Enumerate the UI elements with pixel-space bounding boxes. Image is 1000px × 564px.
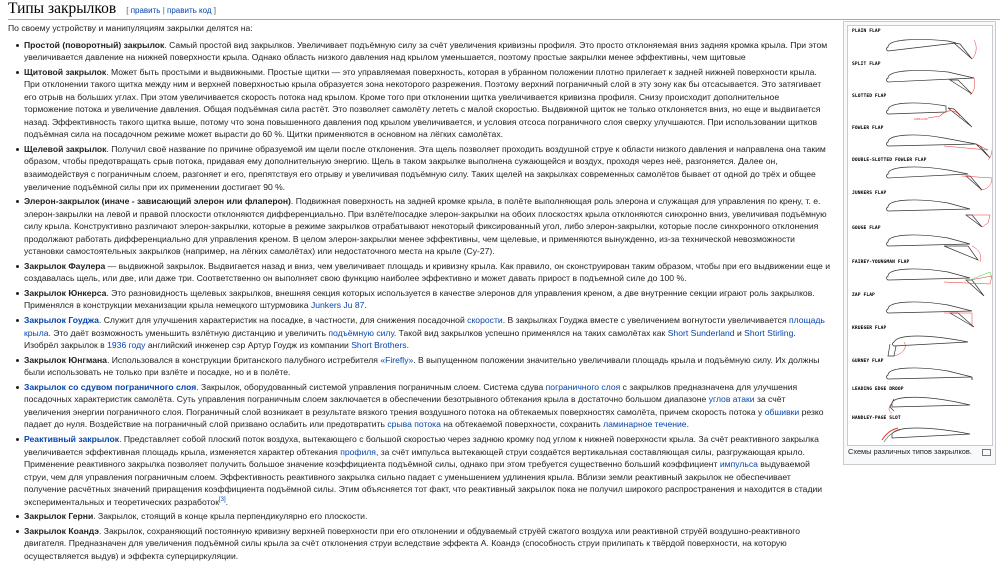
link-boundary-layer[interactable]: пограничного слоя xyxy=(545,381,621,392)
term: Закрылок Юнкерса xyxy=(24,287,107,298)
term: Простой (поворотный) закрылок xyxy=(24,39,165,50)
description: — выдвижной закрылок. Выдвигается назад и вниз, чем увеличивает площадь и кривизну крыла. Как правило, он сконструирован таким образом, чтобы при его выдвижении еще и создавалась щель, или две, или даже три. Соответственно он выполняет свою функцию наиболее эффективно и может давать прирост в подъемной силе до 100 %. xyxy=(24,260,831,284)
list-item-junkers-flap xyxy=(24,287,830,312)
text: , за счёт импульса вытекающей струи создаётся вертикальная составляющая силы, разгружающая крыло. Применение реактивного закрылка позволяет получить большое значение коэффициента подъёмной силы, однако при этом требуется существенно больший коэффициент xyxy=(24,446,805,470)
label-junkers-flap: JUNKERS FLAP xyxy=(852,191,887,196)
handley-page-slot-diagram xyxy=(848,422,992,444)
term: Щитовой закрылок xyxy=(24,66,107,77)
section-title: Типы закрылков xyxy=(8,0,117,17)
label-zap-flap: ZAP FLAP xyxy=(852,293,875,298)
link-flow-separation[interactable]: срыва потока xyxy=(387,419,441,430)
gouge-flap-diagram xyxy=(848,232,992,262)
term-link-jet-flap[interactable]: Реактивный закрылок xyxy=(24,433,120,444)
fowler-flap-diagram xyxy=(848,132,992,160)
flap-diagram-image[interactable] xyxy=(847,25,993,446)
label-gurney-flap: GURNEY FLAP xyxy=(852,359,884,364)
zap-flap-diagram xyxy=(848,299,992,329)
list-item-gouge-flap xyxy=(24,314,830,352)
intro-paragraph: По своему устройству и манипуляциям закрылки делятся на: xyxy=(8,23,253,33)
text: . Изобрёл закрылок в xyxy=(24,327,796,351)
term-link-gouge-flap[interactable]: Закрылок Гоуджа xyxy=(24,315,99,326)
text: . xyxy=(686,419,689,430)
description: . Самый простой вид закрылков. Увеличивает подъёмную силу за счёт увеличения кривизны профиля. Это просто отклоняемая вниз задняя кромка крыла. При этом увеличивается давление на нижней поверхности крыла. Однако область низкого давления над крылом уменьшается, поэтому простые закрылки менее эффективны, чем щитовые xyxy=(24,39,828,63)
description: . Закрылок, стоящий в конце крыла перпендикулярно его плоскости. xyxy=(93,511,368,522)
description: . Подвижная поверхность на задней кромке крыла, в полёте выполняющая роль элерона и служащая для управления по крену, т. е. элерон-закрылки на левой и правой плоскости отклоняются дифференциально. При взлёте/посадке элерон-закрылки на обоих плоскостях крыла отклоняются синхронно вниз, увеличивая подъёмную силу крыла. Конструктивно различают элерон-закрылки, которые в режиме закрылков отрабатывают некоторый фиксированный угол, либо элерон-закрылки, которые после синхронного отклонения продолжают работать дифференциально для управления креном. В целом элерон-закрылки менее эффективны, чем щелевые, и применяются вынужденно, из-за технической невозможности установки самостоятельных закрылков (например, на лёгких самолётах) или недостаточного места на крыле (Су-27). xyxy=(24,196,827,257)
link-speed[interactable]: скорости xyxy=(467,315,503,326)
figure-thumbnail xyxy=(843,21,996,465)
edit-section-links xyxy=(126,6,216,15)
text: и xyxy=(734,327,745,338)
separator: | xyxy=(162,6,165,15)
link-junkers-ju-87[interactable]: Junkers Ju 87 xyxy=(310,300,365,311)
term: Закрылок Фаулера xyxy=(24,260,106,271)
plain-flap-diagram xyxy=(848,35,992,61)
bracket-close: ] xyxy=(213,6,217,15)
link-lift[interactable]: подъёмную силу xyxy=(328,327,394,338)
split-flap-diagram xyxy=(848,68,992,96)
label-fowler-flap: FOWLER FLAP xyxy=(852,126,884,131)
link-short-sunderland[interactable]: Short Sunderland xyxy=(667,327,735,338)
description: . Получил своё название по причине образуемой им щели после отклонения. Эта щель позволяет проходить воздушной струе к области низкого давления и направлена она таким образом, чтобы предотвращать срыв потока, придавая ему дополнительную энергию. Щель в таком закрылке выполнена сужающейся и воздух, проходя через неё, разгоняется. Далее он, взаимодействуя с пограничным слоем, разгоняет и его, препятствуя его отрыву и увеличивая подъёмную силу. Таких щелей на закрылках современных самолётов бывает от одной до трёх и общее увеличение подъёмной силы при их применении достигает 90 %. xyxy=(24,143,826,192)
term: Щелевой закрылок xyxy=(24,143,107,154)
list-item-split-flap xyxy=(24,66,830,141)
double-slotted-fowler-flap-diagram xyxy=(848,164,992,192)
list-item-flaperon xyxy=(24,195,830,258)
text: . Такой вид закрылков успешно применялся на таких самолётах как xyxy=(393,327,668,338)
term: Элерон-закрылок (иначе - зависающий элерон или флаперон) xyxy=(24,196,291,207)
section-heading xyxy=(8,0,1000,20)
description: . Это разновидность щелевых закрылков, внешняя секция которых используется в качестве элеронов для управления креном, а две внутренние секции играют роль закрылков. Применялся в конструкции механизации крыла немецкого штурмовика xyxy=(24,287,815,311)
edit-code-link[interactable]: править код xyxy=(167,6,212,15)
link-short-brothers[interactable]: Short Brothers xyxy=(351,340,407,351)
list-item-jet-flap xyxy=(24,433,830,508)
label-krueger-flap: KRUEGER FLAP xyxy=(852,326,887,331)
text: . xyxy=(406,340,409,351)
airflow-annotation: AIRFLOW xyxy=(914,117,928,121)
gurney-flap-diagram xyxy=(848,365,992,385)
text: английский инженер сэр Артур Гоудж из компании xyxy=(145,340,352,351)
reference-3[interactable]: [3] xyxy=(218,496,226,503)
text: . Служит для улучшения характеристик на посадке, в частности, для снижения посадочной xyxy=(98,315,468,326)
figure-caption: Схемы различных типов закрылков. xyxy=(848,447,972,456)
term-link-blown-flap[interactable]: Закрылок со сдувом пограничного слоя xyxy=(24,381,197,392)
label-gouge-flap: GOUGE FLAP xyxy=(852,226,881,231)
list-item-slotted-flap xyxy=(24,143,830,193)
bracket-open: [ xyxy=(126,6,129,15)
junkers-flap-diagram xyxy=(848,197,992,227)
list-item-blown-flap xyxy=(24,381,830,431)
label-split-flap: SPLIT FLAP xyxy=(852,62,881,67)
link-impulse[interactable]: импульса xyxy=(719,459,758,470)
label-slotted-flap: SLOTTED FLAP xyxy=(852,94,887,99)
text: . Это даёт возможность уменьшить взлётную дистанцию и увеличить xyxy=(48,327,329,338)
list-item-fowler-flap xyxy=(24,260,830,285)
description: . Может быть простыми и выдвижными. Простые щитки — это управляемая поверхность, которая в убранном положении плотно прилегает к задней нижней поверхности крыла. При отклонении такого щитка между ним и верхней поверхностью крыла образуется зона некоторого разрежения. Поэтому верхний пограничный слой в эту зону как бы отсасывается. Это затягивает его отрыв на больших углах. При этом увеличивается скорость потока над крылом. Кроме того при отклонении щитка увеличивается кривизна профиля. Снизу происходит дополнительное торможение потока и увеличение давления. Общая подъёмная сила растёт. Это позволяет самолёту лететь с малой скоростью. Выдвижной щиток не только отклоняется вниз, но еще и выдвигается назад. Эффективность такого щитка выше, потому что зона повышенного давления под крылом увеличивается, и условия отсоса пограничного слоя сверху улучшаются. При использовании щитков подъёмная сила на посадочном режиме может вырасти до 60 %. Щитки применяются в основном на лёгких самолётах. xyxy=(24,66,822,140)
text: . В выпущенном положении значительно увеличивали площадь крыла и подъёмную силу. Их должны были использовать не только при взлёте и посадке, но и в полёте. xyxy=(24,354,820,378)
leading-edge-droop-diagram xyxy=(848,393,992,415)
label-double-slotted-fowler-flap: DOUBLE-SLOTTED FOWLER FLAP xyxy=(852,158,927,163)
edit-link[interactable]: править xyxy=(130,6,161,15)
text: . Представляет собой плоский поток воздуха, вытекающего с большой скоростью через заднюю кромку под углом к нижней поверхности крыла. За счёт реактивного закрылка увеличивается эффективная площадь крыла, изменяется характер обтекания xyxy=(24,433,819,457)
text: . В закрылках Гоуджа вместе с увеличением вогнутости увеличивается xyxy=(502,315,789,326)
text: с закрылков предназначена для улучшения посадочных характеристик самолёта. Суть управления пограничным слоем заключается в обеспечении безотрывного обтекания крыла в достаточно большом диапазоне xyxy=(24,381,798,405)
text: выдуваемой струи, чем для управления пограничным слоем. Эффективность реактивного закрылка сильно падает с уменьшением удлинения крыла. Вблизи земли реактивный закрылок не обеспечивает получение расчётных значений приращения коэффициента подъёмной силы. Этим объясняется тот факт, что реактивный закрылок пока не получил широкого распространения и находится в стадии экспериментальных и теоретических разработок xyxy=(24,459,823,507)
link-skin[interactable]: обшивки xyxy=(764,406,800,417)
term: Закрылок Юнгмана xyxy=(24,354,107,365)
list-item-gurney-flap xyxy=(24,510,830,523)
text: . Закрылок, оборудованный системой управления пограничным слоем. Система сдува xyxy=(196,381,546,392)
link-angle-of-attack[interactable]: углов атаки xyxy=(708,394,755,405)
krueger-flap-diagram xyxy=(848,332,992,358)
magnify-icon[interactable] xyxy=(982,449,991,456)
text: . xyxy=(364,300,367,311)
label-plain-flap: PLAIN FLAP xyxy=(852,29,881,34)
list-item-plain-flap xyxy=(24,39,830,64)
link-firefly[interactable]: «Firefly» xyxy=(380,354,414,365)
link-profile[interactable]: профиля xyxy=(340,446,376,457)
text: за счёт увеличения энергии пограничного слоя. Пограничный слой возникает в результате вязкого трения воздушного потока на обтекаемых поверхностях самолёта, причем скорость потока у xyxy=(24,394,786,417)
slotted-flap-diagram xyxy=(848,100,992,128)
link-1936[interactable]: 1936 году xyxy=(107,340,146,351)
text: . Использовался в конструкции британского палубного истребителя xyxy=(106,354,381,365)
label-leading-edge-droop: LEADING EDGE DROOP xyxy=(852,387,904,392)
term: Закрылок Коандэ xyxy=(24,525,100,536)
text: резко падает до нуля. Воздействие на пограничный слой призвано ослабить или предотвратить xyxy=(24,406,824,430)
flap-types-list xyxy=(8,39,830,563)
label-fairey-youngman-flap: FAIREY-YOUNGMAN FLAP xyxy=(852,260,910,265)
text: . xyxy=(225,496,229,507)
description: . Закрылок, сохраняющий постоянную кривизну верхней поверхности при его отклонении и обдуваемый струёй сжатого воздуха или реактивной струёй воздушно-реактивного двигателя. Предназначен для увеличения подъёмной силы крыла за счёт отклонения струи вследствие эффекта А. Коандэ (способность струи прилипать к твёрдой поверхности, на которую осуществляется выдув) и эффекта суперциркуляции. xyxy=(24,525,801,561)
text: на обтекаемой поверхности, сохранить xyxy=(440,419,604,430)
article-content xyxy=(8,22,830,564)
label-handley-page-slot: HANDLEY-PAGE SLOT xyxy=(852,416,901,421)
list-item-youngman-flap xyxy=(24,354,830,379)
link-wing-area[interactable]: площадь крыла xyxy=(24,315,825,338)
term: Закрылок Герни xyxy=(24,511,94,522)
link-laminar-flow[interactable]: ламинарное течение xyxy=(603,419,687,430)
link-short-stirling[interactable]: Short Stirling xyxy=(744,327,794,338)
